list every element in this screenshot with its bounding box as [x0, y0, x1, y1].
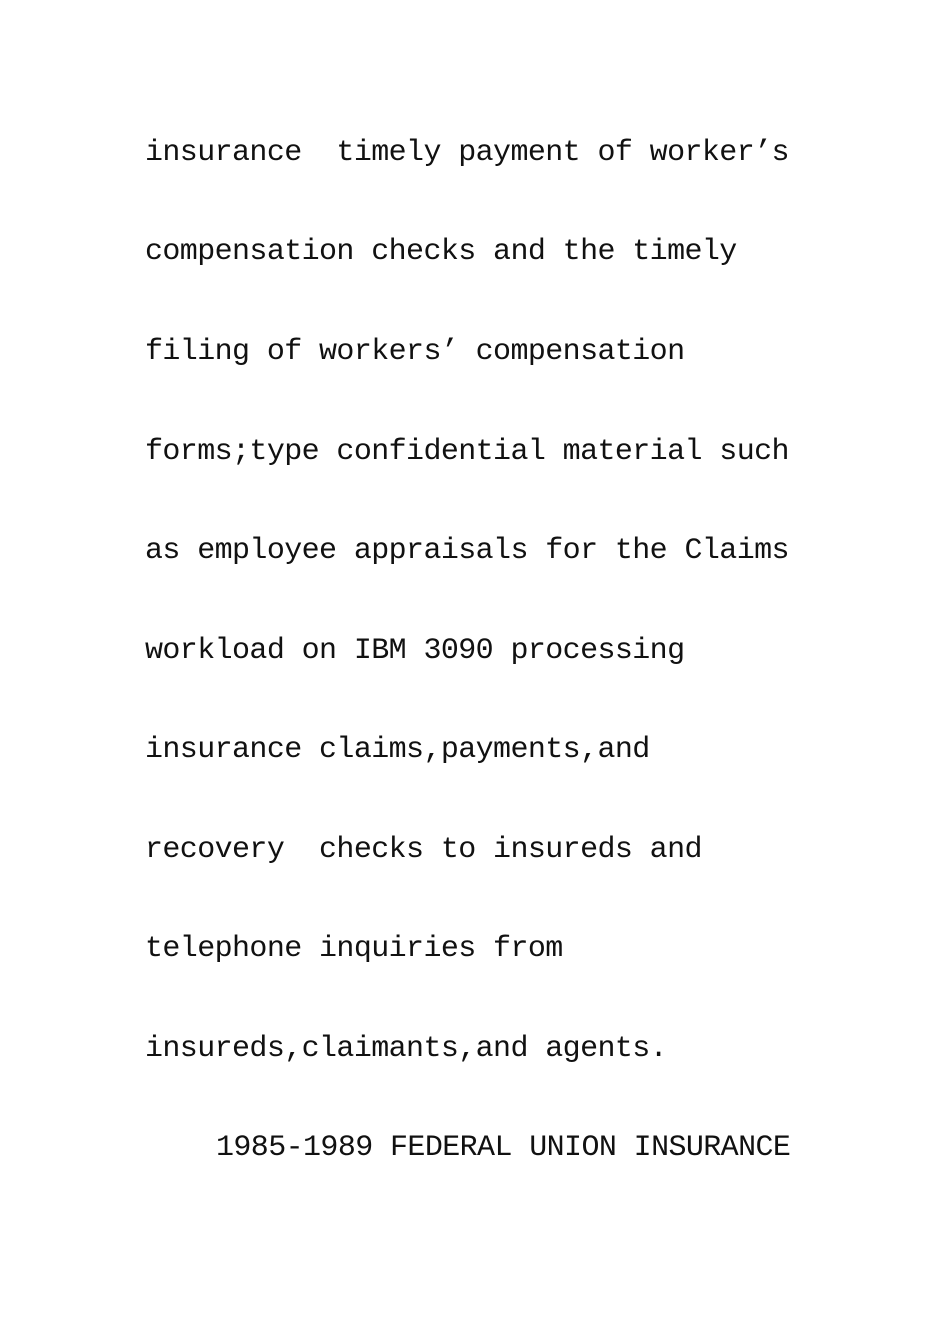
body-text-line: as employee appraisals for the Claims: [145, 534, 789, 568]
body-text-line: recovery checks to insureds and: [145, 833, 702, 867]
body-text-line: telephone inquiries from: [145, 932, 563, 966]
body-text-line: workload on IBM 3090 processing: [145, 634, 685, 668]
body-text-line: filing of workers’ compensation: [145, 335, 685, 369]
body-text-line: insurance timely payment of worker’s: [145, 136, 789, 170]
employment-heading-line: 1985-1989 FEDERAL UNION INSURANCE: [216, 1131, 791, 1165]
body-text-line: compensation checks and the timely: [145, 235, 737, 269]
body-text-line: insureds,claimants,and agents.: [145, 1032, 668, 1066]
body-text-line: insurance claims,payments,and: [145, 733, 650, 767]
body-text-line: forms;type confidential material such: [145, 435, 789, 469]
